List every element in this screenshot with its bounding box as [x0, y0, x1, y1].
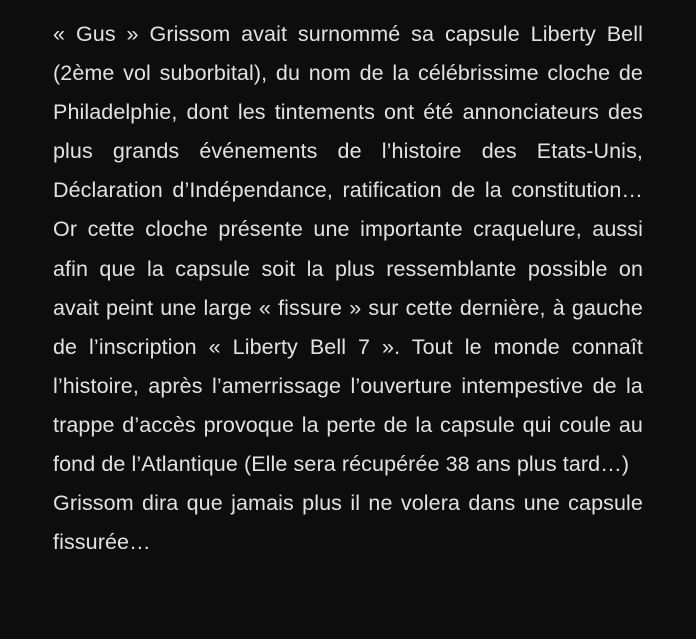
paragraph-liberty-bell-story: « Gus » Grissom avait surnommé sa capsule Liberty Bell (2ème vol suborbital), du nom de la célébrissime cloche de Philadelphie, dont les tintements ont été annonciateurs des plus grands événements de l’histoire des Etats-Unis, Déclaration d’Indépendance, ratification de la constitution… Or cette cloche présente une importante craquelure, aussi afin que la capsule soit la plus ressemblante possible on avait peint une large « fissure » sur cette dernière, à gauche de l’inscription « Liberty Bell 7 ». Tout le monde connaît l’histoire, après l’amerrissage l’ouverture intempestive de la trappe d’accès provoque la perte de la capsule qui coule au fond de l’Atlantique (Elle sera récupérée 38 ans plus tard…)	[53, 22, 643, 477]
article-text	[53, 15, 643, 562]
paragraph-grissom-quote: Grissom dira que jamais plus il ne volera dans une capsule fissurée…	[53, 491, 643, 555]
